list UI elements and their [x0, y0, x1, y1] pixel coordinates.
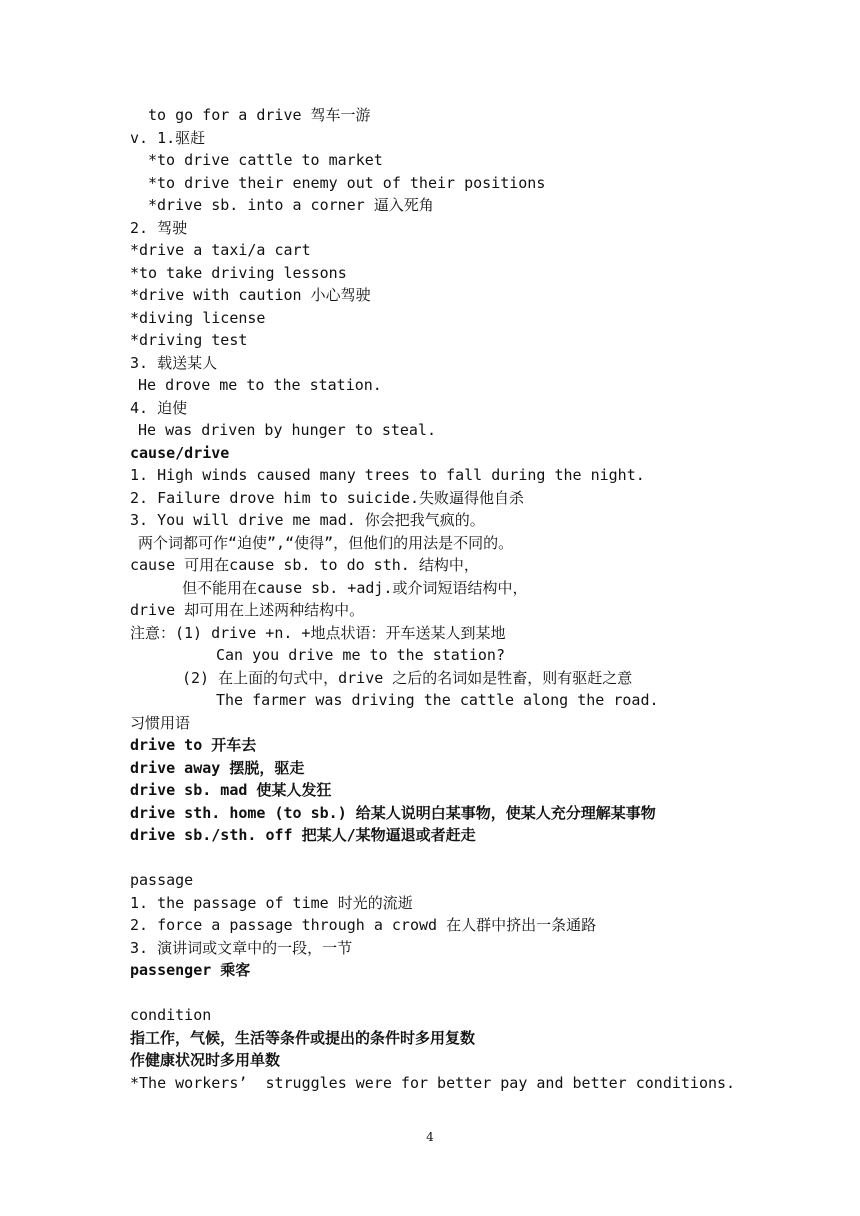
document-body — [130, 104, 830, 1094]
text-line: passage — [130, 871, 194, 889]
text-line: to go for a drive 驾车一游 — [148, 106, 371, 124]
text-line: 3. 载送某人 — [130, 353, 218, 372]
text-line: *drive with caution 小心驾驶 — [130, 286, 371, 304]
text-line: 但不能用在cause sb. +adj.或介词短语结构中， — [182, 578, 528, 597]
text-line: drive to 开车去 — [130, 736, 257, 754]
text-line: drive away 摆脱，驱走 — [130, 758, 305, 777]
text-line: *driving test — [130, 331, 248, 349]
text-line: *The workers’ struggles were for better pay and better conditions. — [130, 1073, 736, 1092]
text-line: He drove me to the station. — [138, 376, 382, 394]
text-line: *to take driving lessons — [130, 263, 347, 282]
text-line: 3. 演讲词或文章中的一段，一节 — [130, 938, 353, 957]
text-line: Can you drive me to the station? — [216, 646, 505, 664]
text-line: drive sth. home (to sb.) 给某人说明白某事物，使某人充分理解某事物 — [130, 803, 656, 822]
text-line: v. 1.驱赶 — [130, 128, 206, 147]
text-line: He was driven by hunger to steal. — [138, 421, 437, 439]
text-line: *drive a taxi/a cart — [130, 241, 311, 259]
text-line: 习惯用语 — [130, 713, 191, 732]
text-line: *drive sb. into a corner 逼入死角 — [148, 196, 434, 214]
text-line: 2. force a passage through a crowd 在人群中挤出一条通路 — [130, 916, 597, 934]
text-line: drive sb. mad 使某人发狂 — [130, 781, 332, 799]
text-line: 3. You will drive me mad. 你会把我气疯的。 — [130, 511, 485, 529]
text-line: cause/drive — [130, 443, 230, 462]
text-line: 1. the passage of time 时光的流逝 — [130, 893, 413, 912]
text-line: The farmer was driving the cattle along the road. — [216, 691, 659, 709]
text-line: 4. 迫使 — [130, 398, 188, 417]
text-line: condition — [130, 1006, 212, 1024]
blank-line — [130, 982, 830, 1005]
text-line: 1. High winds caused many trees to fall during the night. — [130, 466, 645, 484]
text-line: *diving license — [130, 308, 266, 327]
text-line: (2) 在上面的句式中，drive 之后的名词如是牲畜，则有驱赶之意 — [182, 668, 633, 687]
text-line: 指工作，气候，生活等条件或提出的条件时多用复数 — [130, 1028, 476, 1047]
text-line: 2. Failure drove him to suicide.失败逼得他自杀 — [130, 488, 524, 507]
text-line: 两个词都可作“迫使”,“使得”，但他们的用法是不同的。 — [138, 533, 514, 552]
text-line: 2. 驾驶 — [130, 218, 188, 237]
text-line: *to drive their enemy out of their positions — [148, 173, 546, 192]
text-line: passenger 乘客 — [130, 961, 251, 979]
text-line: cause 可用在cause sb. to do sth. 结构中， — [130, 556, 479, 574]
blank-line — [130, 847, 830, 870]
text-line: 注意：(1) drive +n. +地点状语：开车送某人到某地 — [130, 623, 506, 642]
text-line: drive 却可用在上述两种结构中。 — [130, 601, 365, 619]
text-line: drive sb./sth. off 把某人/某物逼退或者赶走 — [130, 826, 476, 844]
page-number: 4 — [426, 1130, 434, 1144]
text-line: 作健康状况时多用单数 — [130, 1051, 281, 1069]
text-line: *to drive cattle to market — [148, 151, 383, 169]
